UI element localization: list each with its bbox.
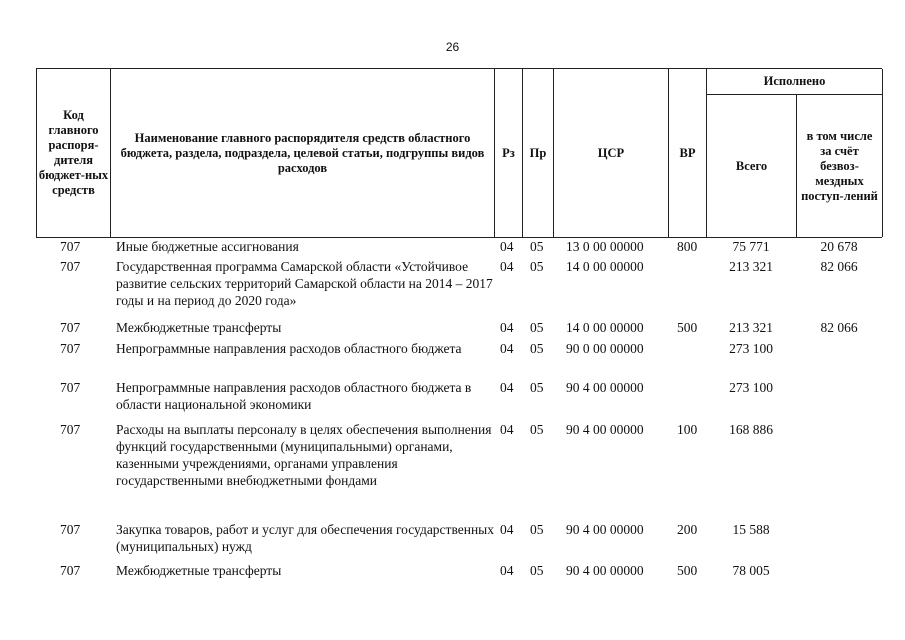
row-name: Межбюджетные трансферты [116,563,282,578]
row-pr: 05 [530,320,544,335]
row-vr: 100 [677,422,698,437]
header-rz: Рз [502,145,515,160]
row-rz: 04 [500,239,514,254]
row-name: Расходы на выплаты персоналу в целях обеспечения выполнения функций государственными (муниципальными) органами, казенными учреждениями, органами управления государственными внебюджетными фондами [116,422,492,488]
row-csr: 90 4 00 00000 [566,380,644,395]
row-pr: 05 [530,239,544,254]
header-gratuitous: в том числе за счёт безвоз-мездных поступ-лений [801,128,878,203]
row-code: 707 [60,320,81,335]
row-gratuitous: 20 678 [820,239,858,254]
row-vr: 800 [677,239,698,254]
row-pr: 05 [530,259,544,274]
row-code: 707 [60,341,81,356]
page-number: 26 [445,40,460,54]
row-pr: 05 [530,341,544,356]
row-total: 168 886 [729,422,773,437]
row-rz: 04 [500,563,514,578]
row-csr: 90 4 00 00000 [566,563,644,578]
row-pr: 05 [530,522,544,537]
row-name: Закупка товаров, работ и услуг для обеспечения государственных (муниципальных) нужд [116,522,495,554]
row-name: Иные бюджетные ассигнования [116,239,299,254]
row-code: 707 [60,422,81,437]
header-total: Всего [735,158,768,173]
row-vr: 500 [677,320,698,335]
row-rz: 04 [500,320,514,335]
row-name: Непрограммные направления расходов областного бюджета в области национальной экономики [116,380,472,412]
row-pr: 05 [530,380,544,395]
header-pr: Пр [529,145,547,160]
row-rz: 04 [500,380,514,395]
row-gratuitous: 82 066 [820,259,858,274]
row-total: 78 005 [732,563,770,578]
row-code: 707 [60,380,81,395]
row-pr: 05 [530,422,544,437]
row-gratuitous: 82 066 [820,320,858,335]
row-total: 15 588 [732,522,770,537]
row-code: 707 [60,522,81,537]
row-csr: 14 0 00 00000 [566,320,644,335]
row-total: 213 321 [729,259,773,274]
row-rz: 04 [500,522,514,537]
row-vr: 200 [677,522,698,537]
row-code: 707 [60,563,81,578]
row-csr: 90 4 00 00000 [566,422,644,437]
row-code: 707 [60,259,81,274]
header-name: Наименование главного распорядителя средств областного бюджета, раздела, подраздела, целевой статьи, подгруппы видов расходов [120,130,485,175]
row-csr: 13 0 00 00000 [566,239,644,254]
row-total: 273 100 [729,341,773,356]
row-pr: 05 [530,563,544,578]
row-name: Непрограммные направления расходов областного бюджета [116,341,462,356]
header-executed: Исполнено [763,74,826,88]
header-csr: ЦСР [597,145,625,160]
row-rz: 04 [500,259,514,274]
row-vr: 500 [677,563,698,578]
row-csr: 90 0 00 00000 [566,341,644,356]
row-rz: 04 [500,422,514,437]
row-csr: 14 0 00 00000 [566,259,644,274]
row-name: Государственная программа Самарской области «Устойчивое развитие сельских территорий Самарской области на 2014 – 2017 годы и на период до 2020 года» [116,259,493,308]
row-code: 707 [60,239,81,254]
header-code: Код главного распоря-дителя бюджет-ных средств [38,108,109,197]
row-total: 75 771 [732,239,770,254]
row-rz: 04 [500,341,514,356]
header-vr: ВР [679,145,696,160]
row-name: Межбюджетные трансферты [116,320,282,335]
row-csr: 90 4 00 00000 [566,522,644,537]
row-total: 213 321 [729,320,773,335]
row-total: 273 100 [729,380,773,395]
